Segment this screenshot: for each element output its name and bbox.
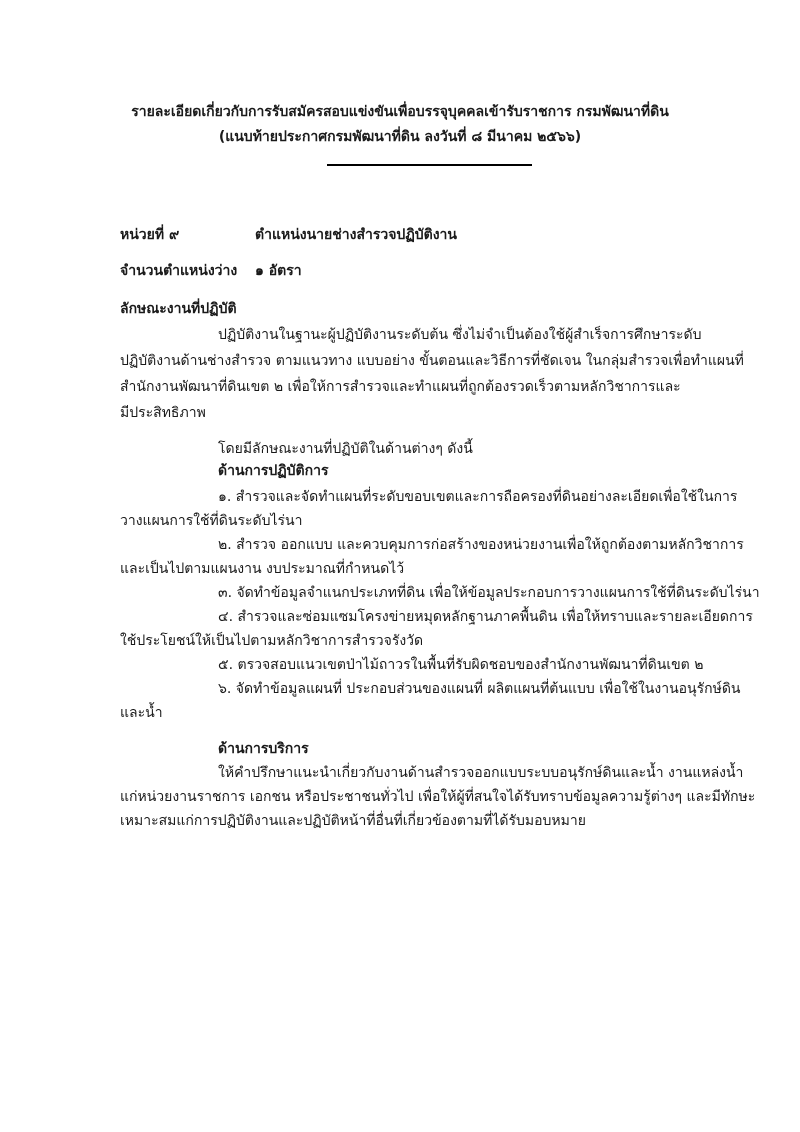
operations-item: ๖. จัดทำข้อมูลแผนที่ ประกอบส่วนของแผนที่ ผลิตแผนที่ต้นแบบ เพื่อใช้ในงานอนุรักษ์ดิน <box>218 681 741 697</box>
job-nature-intro: โดยมีลักษณะงานที่ปฏิบัติในด้านต่างๆ ดังนี้ <box>218 441 473 457</box>
job-nature-line: ปฏิบัติงานในฐานะผู้ปฏิบัติงานระดับต้น ซึ่งไม่จำเป็นต้องใช้ผู้สำเร็จการศึกษาระดับ <box>218 327 702 343</box>
operations-item-cont: ใช้ประโยชน์ให้เป็นไปตามหลักวิชาการสำรวจรังวัด <box>120 633 424 649</box>
document-title: รายละเอียดเกี่ยวกับการรับสมัครสอบแข่งขันเพื่อบรรจุบุคคลเข้ารับราชการ กรมพัฒนาที่ดิน <box>131 104 669 120</box>
operations-item-cont: และน้ำ <box>120 705 163 721</box>
job-nature-heading: ลักษณะงานที่ปฏิบัติ <box>120 301 237 317</box>
job-nature-line: ปฏิบัติงานด้านช่างสำรวจ ตามแนวทาง แบบอย่าง ขั้นตอนและวิธีการที่ชัดเจน ในกลุ่มสำรวจเพื่อทำแผนที่ <box>120 353 744 369</box>
operations-item-cont: และเป็นไปตามแผนงาน งบประมาณที่กำหนดไว้ <box>120 561 405 577</box>
unit-label: หน่วยที่ ๙ <box>120 227 180 243</box>
operations-item: ๓. จัดทำข้อมูลจำแนกประเภทที่ดิน เพื่อให้ข้อมูลประกอบการวางแผนการใช้ที่ดินระดับไร่นา <box>218 585 760 601</box>
job-nature-line: มีประสิทธิภาพ <box>120 405 206 421</box>
document-subtitle: (แนบท้ายประกาศกรมพัฒนาที่ดิน ลงวันที่ ๘ มีนาคม ๒๕๖๖) <box>218 129 582 145</box>
services-line: แก่หน่วยงานราชการ เอกชน หรือประชาชนทั่วไป เพื่อให้ผู้ที่สนใจได้รับทราบข้อมูลความรู้ต่างๆ และมีทักษะ <box>120 789 756 805</box>
operations-heading: ด้านการปฏิบัติการ <box>218 463 329 479</box>
operations-item-cont: วางแผนการใช้ที่ดินระดับไร่นา <box>120 513 303 529</box>
vacancy-value: ๑ อัตรา <box>255 263 302 279</box>
operations-item: ๒. สำรวจ ออกแบบ และควบคุมการก่อสร้างของหน่วยงานเพื่อให้ถูกต้องตามหลักวิชาการ <box>218 537 744 553</box>
title-divider <box>327 164 532 166</box>
job-nature-line: สำนักงานพัฒนาที่ดินเขต ๒ เพื่อให้การสำรวจและทำแผนที่ถูกต้องรวดเร็วตามหลักวิชาการและ <box>120 379 681 395</box>
services-heading: ด้านการบริการ <box>218 741 309 757</box>
operations-item: ๔. สำรวจและซ่อมแซมโครงข่ายหมุดหลักฐานภาคพื้นดิน เพื่อให้ทราบและรายละเอียดการ <box>218 609 753 625</box>
position-title: ตำแหน่งนายช่างสำรวจปฏิบัติงาน <box>255 227 457 243</box>
services-line: เหมาะสมแก่การปฏิบัติงานและปฏิบัติหน้าที่อื่นที่เกี่ยวข้องตามที่ได้รับมอบหมาย <box>120 813 586 829</box>
operations-item: ๕. ตรวจสอบแนวเขตป่าไม้ถาวรในพื้นที่รับผิดชอบของสำนักงานพัฒนาที่ดินเขต ๒ <box>218 657 704 673</box>
services-line: ให้คำปรึกษาแนะนำเกี่ยวกับงานด้านสำรวจออกแบบระบบอนุรักษ์ดินและน้ำ งานแหล่งน้ำ <box>218 765 744 781</box>
vacancy-label: จำนวนตำแหน่งว่าง <box>120 263 238 279</box>
operations-item: ๑. สำรวจและจัดทำแผนที่ระดับขอบเขตและการถือครองที่ดินอย่างละเอียดเพื่อใช้ในการ <box>218 489 738 505</box>
